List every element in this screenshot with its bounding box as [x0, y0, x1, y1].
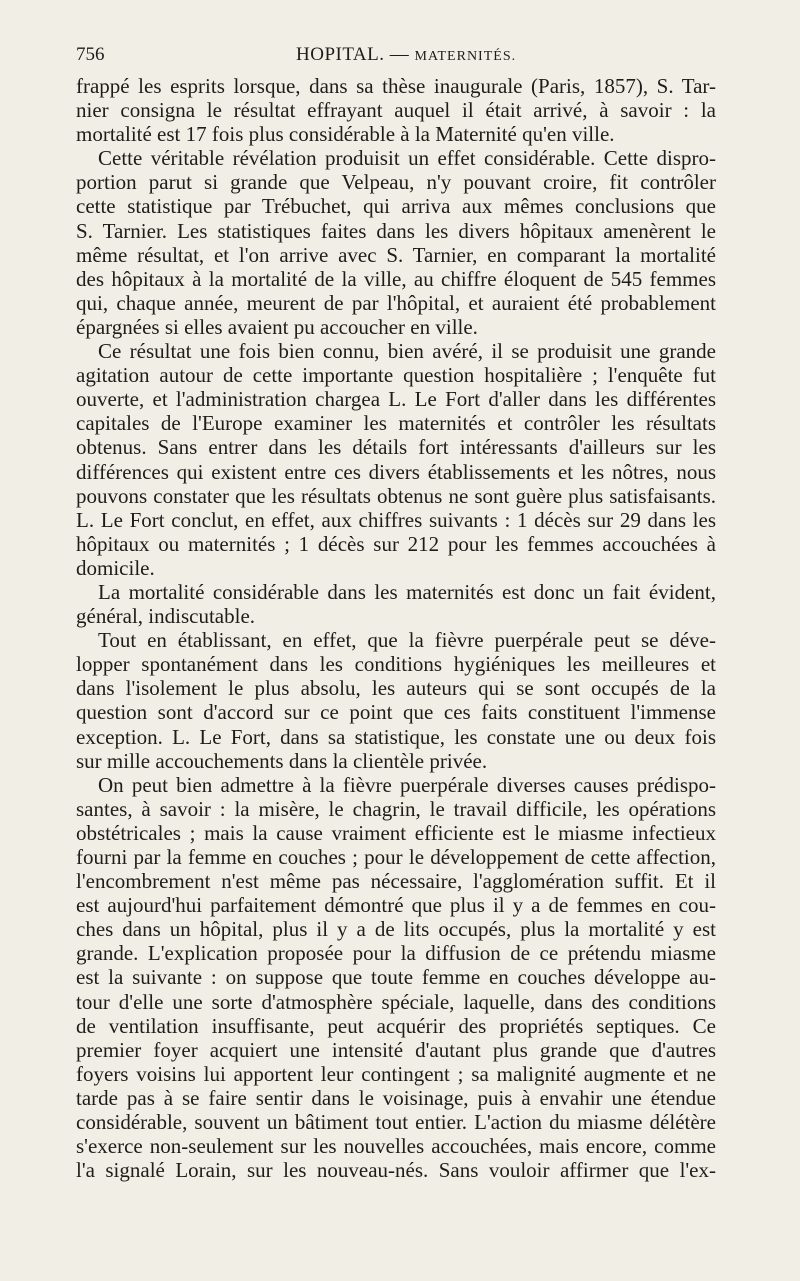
header-title-group	[296, 40, 516, 72]
text-line: S. Tarnier. Les statistiques faites dans les divers hôpitaux amenèrent le	[76, 218, 716, 243]
text-line: cette statistique par Trébuchet, qui arriva aux mêmes conclusions que	[76, 194, 716, 219]
text-line: Ce résultat une fois bien connu, bien avéré, il se produisit une grande	[98, 339, 716, 364]
text-line: On peut bien admettre à la fièvre puerpérale diverses causes prédispo-	[98, 772, 716, 797]
text-line: Cette véritable révélation produisit un effet considérable. Cette dispro-	[98, 146, 716, 171]
text-line: premier foyer acquiert une intensité d'autant plus grande que d'autres	[76, 1037, 716, 1062]
text-line: La mortalité considérable dans les maternités est donc un fait évident,	[98, 579, 716, 604]
text-line: sur mille accouchements dans la clientèle privée.	[76, 748, 488, 773]
running-header	[76, 40, 716, 70]
text-line: dans l'isolement le plus absolu, les auteurs qui se sont occupés de la	[76, 676, 716, 701]
text-line: mortalité est 17 fois plus considérable à la Maternité qu'en ville.	[76, 122, 615, 147]
text-line: Tout en établissant, en effet, que la fièvre puerpérale peut se déve-	[98, 628, 716, 653]
text-line: s'exerce non-seulement sur les nouvelles accouchées, mais encore, comme	[76, 1134, 716, 1159]
page-number: 756	[76, 44, 105, 65]
text-line: considérable, souvent un bâtiment tout entier. L'action du miasme délétère	[76, 1110, 716, 1135]
text-line: l'encombrement n'est même pas nécessaire, l'agglomération suffit. Et il	[76, 869, 716, 894]
text-line: de ventilation insuffisante, peut acquérir des propriétés septiques. Ce	[76, 1013, 716, 1038]
text-line: L. Le Fort conclut, en effet, aux chiffres suivants : 1 décès sur 29 dans les	[76, 507, 716, 532]
text-line: domicile.	[76, 555, 155, 580]
text-line: portion parut si grande que Velpeau, n'y pouvant croire, fit contrôler	[76, 170, 716, 195]
text-line: général, indiscutable.	[76, 604, 256, 629]
page-body	[76, 74, 716, 1182]
text-line: capitales de l'Europe examiner les maternités et contrôler les résultats	[76, 411, 716, 436]
text-line: question sont d'accord sur ce point que ces faits constituent l'immense	[76, 700, 716, 725]
text-line: obstétricales ; mais la cause vraiment efficiente est le miasme infectieux	[76, 820, 716, 845]
text-line: pouvons constater que les résultats obtenus ne sont guère plus satisfaisants.	[76, 483, 716, 508]
text-line: fourni par la femme en couches ; pour le développement de cette affection,	[76, 845, 716, 869]
text-line: même résultat, et l'on arrive avec S. Tarnier, en comparant la mortalité	[76, 242, 716, 267]
text-line: obtenus. Sans entrer dans les détails fort intéressants d'ailleurs sur les	[76, 435, 716, 460]
text-line: tarde pas à se faire sentir dans le voisinage, puis à envahir une étendue	[76, 1085, 716, 1110]
text-line: l'a signalé Lorain, sur les nouveau-nés. Sans vouloir affirmer que l'ex-	[76, 1158, 716, 1183]
text-line: nier consigna le résultat effrayant auquel il était arrivé, à savoir : la	[76, 98, 716, 123]
header-title: HOPITAL. —	[296, 44, 410, 65]
text-line: foyers voisins lui apportent leur contingent ; sa malignité augmente et ne	[76, 1061, 716, 1086]
header-subtitle: MATERNITÉS.	[414, 49, 517, 64]
text-line: santes, à savoir : la misère, le chagrin, le travail difficile, les opérations	[76, 796, 716, 821]
text-line: lopper spontanément dans les conditions hygiéniques les meilleures et	[76, 652, 716, 677]
text-line: tour d'elle une sorte d'atmosphère spéciale, laquelle, dans des conditions	[76, 989, 716, 1014]
text-line: des hôpitaux à la mortalité de la ville, au chiffre éloquent de 545 femmes	[76, 266, 716, 291]
text-line: est aujourd'hui parfaitement démontré que plus il y a de femmes en cou-	[76, 893, 716, 918]
text-line: qui, chaque année, meurent de par l'hôpital, et auraient été probablement	[76, 290, 716, 315]
text-line: hôpitaux ou maternités ; 1 décès sur 212 pour les femmes accouchées à	[76, 531, 716, 556]
text-line: exception. L. Le Fort, dans sa statistique, les constate une ou deux fois	[76, 724, 716, 749]
text-line: frappé les esprits lorsque, dans sa thèse inaugurale (Paris, 1857), S. Tar-	[76, 74, 716, 98]
text-line: différences qui existent entre ces divers établissements et les nôtres, nous	[76, 459, 716, 484]
text-line: épargnées si elles avaient pu accoucher en ville.	[76, 314, 478, 339]
text-line: est la suivante : on suppose que toute femme en couches développe au-	[76, 965, 716, 990]
text-line: ouverte, et l'administration chargea L. Le Fort d'aller dans les différentes	[76, 387, 716, 412]
text-line: ches dans un hôpital, plus il y a de lits occupés, plus la mortalité y est	[76, 917, 716, 942]
text-line: agitation autour de cette importante question hospitalière ; l'enquête fut	[76, 363, 716, 388]
text-line: grande. L'explication proposée pour la diffusion de ce prétendu miasme	[76, 941, 716, 966]
